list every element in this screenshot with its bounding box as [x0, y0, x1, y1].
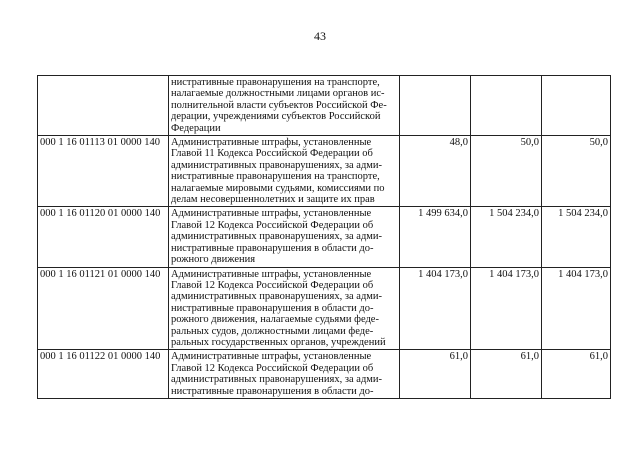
page-number: 43: [314, 29, 326, 43]
income-name-line: Главой 12 Кодекса Российской Федерации об: [171, 279, 374, 291]
amount-cell-1: [400, 76, 471, 136]
income-name-line: Главой 12 Кодекса Российской Федерации об: [171, 219, 374, 231]
table-row: [38, 76, 611, 136]
income-name-line: Административные штрафы, установленные: [171, 208, 372, 220]
classification-code-cell: 000 1 16 01120 01 0000 140: [38, 207, 169, 267]
amount-cell-3: 1 504 234,0: [542, 207, 611, 267]
income-name-line: Главой 11 Кодекса Российской Федерации об: [171, 148, 373, 160]
income-name-line: дерации, учреждениями субъектов Российской: [171, 111, 381, 123]
income-name-line: административных правонарушениях, за адми-: [171, 291, 383, 303]
income-name-line: ральных судов, должностными лицами феде-: [171, 325, 374, 337]
table-row: [38, 207, 611, 267]
income-name-cell: [169, 350, 400, 399]
income-name-cell: [169, 76, 400, 136]
classification-code-cell: 000 1 16 01113 01 0000 140: [38, 136, 169, 207]
income-name-line: нистративные правонарушения в области до-: [171, 385, 374, 397]
income-name-line: нистративные правонарушения на транспорте,: [171, 171, 380, 183]
amount-cell-1: 1 499 634,0: [400, 207, 471, 267]
amount-cell-2: 50,0: [471, 136, 542, 207]
income-name-line: Административные штрафы, установленные: [171, 351, 372, 363]
income-name-line: рожного движения: [171, 254, 256, 266]
table-row: [38, 136, 611, 207]
budget-table: [37, 75, 611, 399]
income-name-line: административных правонарушениях, за адми-: [171, 374, 383, 386]
income-name-cell: [169, 136, 400, 207]
income-name-cell: [169, 207, 400, 267]
income-name-line: нистративные правонарушения в области до-: [171, 242, 374, 254]
amount-cell-3: 50,0: [542, 136, 611, 207]
income-name-line: административных правонарушениях, за адми-: [171, 231, 383, 243]
amount-cell-3: [542, 76, 611, 136]
amount-cell-2: [471, 76, 542, 136]
income-name-line: нистративные правонарушения на транспорте,: [171, 77, 380, 88]
classification-code-cell: 000 1 16 01121 01 0000 140: [38, 267, 169, 350]
table-body: [38, 76, 611, 399]
table-row: [38, 267, 611, 350]
amount-cell-3: 61,0: [542, 350, 611, 399]
classification-code-cell: 000 1 16 01122 01 0000 140: [38, 350, 169, 399]
amount-cell-2: 1 404 173,0: [471, 267, 542, 350]
income-name-line: Федерации: [171, 122, 221, 134]
income-name-line: административных правонарушениях, за адми-: [171, 159, 383, 171]
classification-code-cell: [38, 76, 169, 136]
income-name-line: делам несовершеннолетних и защите их прав: [171, 194, 375, 206]
amount-cell-1: 61,0: [400, 350, 471, 399]
income-name-line: полнительной власти субъектов Российской Фе-: [171, 99, 387, 111]
income-name-line: налагаемые мировыми судьями, комиссиями по: [171, 182, 385, 194]
amount-cell-2: 1 504 234,0: [471, 207, 542, 267]
amount-cell-1: 48,0: [400, 136, 471, 207]
income-name-cell: [169, 267, 400, 350]
amount-cell-3: 1 404 173,0: [542, 267, 611, 350]
table-row: [38, 350, 611, 399]
income-name-line: ральных государственных органов, учреждений: [171, 336, 386, 348]
income-name-line: налагаемые должностными лицами органов ис-: [171, 88, 385, 100]
amount-cell-1: 1 404 173,0: [400, 267, 471, 350]
amount-cell-2: 61,0: [471, 350, 542, 399]
income-name-line: рожного движения, налагаемые судьями феде-: [171, 314, 379, 326]
income-name-line: нистративные правонарушения в области до-: [171, 302, 374, 314]
income-name-line: Главой 12 Кодекса Российской Федерации об: [171, 362, 374, 374]
income-name-line: Административные штрафы, установленные: [171, 137, 372, 149]
income-name-line: Административные штрафы, установленные: [171, 268, 372, 280]
